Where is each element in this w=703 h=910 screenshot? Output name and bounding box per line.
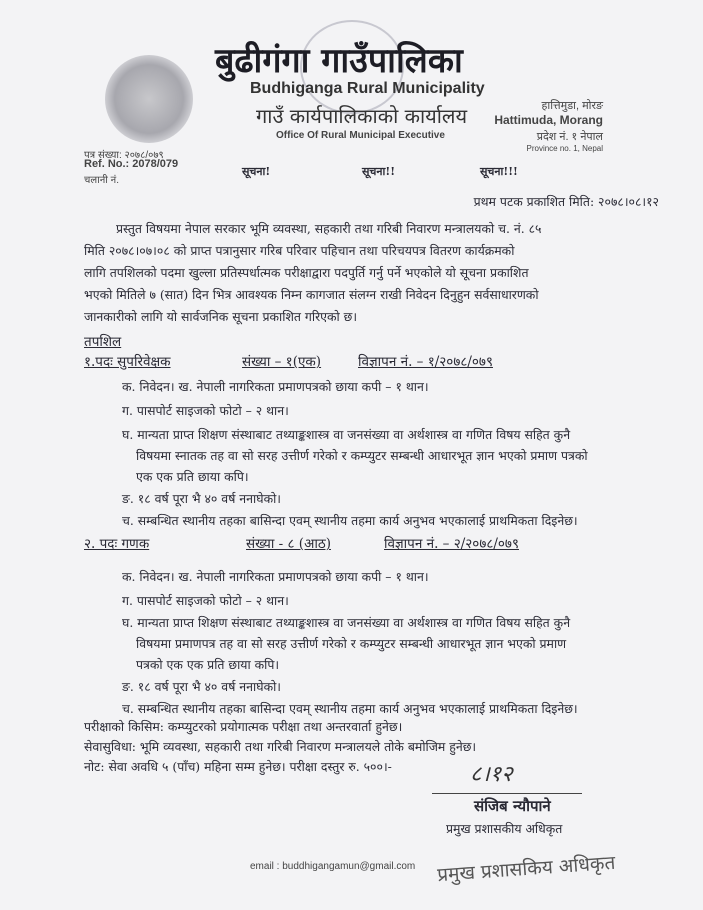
requirement-item: ग. पासपोर्ट साइजको फोटो – २ थान। xyxy=(122,403,289,418)
post-1-ad-number: विज्ञापन नं. – १/२०७८/०७९ xyxy=(358,354,493,370)
requirement-item: क. निवेदन। ख. नेपाली नागरिकता प्रमाणपत्रको छाया कपी – १ थान। xyxy=(122,379,429,394)
post-2-title: २. पदः गणक xyxy=(84,536,150,552)
dispatch-number: चलानी नं. xyxy=(84,175,119,186)
intro-line: भएको मितिले ७ (सात) दिन भित्र आवश्यक निम्न कागजात संलग्न राखी निवेदन दिनुहुन सर्वसाधारणको xyxy=(84,287,539,302)
requirement-item: च. सम्बन्धित स्थानीय तहका बासिन्दा एवम् स्थानीय तहमा कार्य अनुभव भएकालाई प्राथमिकता दिइनेछ। xyxy=(122,513,578,528)
office-name-en: Office Of Rural Municipal Executive xyxy=(276,130,445,141)
province-en: Province no. 1, Nepal xyxy=(526,144,603,153)
intro-line: प्रस्तुत विषयमा नेपाल सरकार भूमि व्यवस्था, सहकारी तथा गरिबी निवारण मन्त्रालयको च. नं. ८५ xyxy=(116,221,542,236)
ref-number: Ref. No.: 2078/079 xyxy=(84,158,179,170)
details-heading: तपशिल xyxy=(84,334,122,350)
email: email : buddhigangamun@gmail.com xyxy=(250,861,416,872)
exam-type: परीक्षाको किसिम: कम्प्युटरको प्रयोगात्मक परीक्षा तथा अन्तरवार्ता हुनेछ। xyxy=(84,719,403,734)
requirement-item: एक एक प्रति छाया कपि। xyxy=(136,469,249,484)
signature: ८।१२ xyxy=(470,762,513,787)
intro-line: लागि तपशिलको पदमा खुल्ला प्रतिस्पर्धात्मक परीक्षाद्वारा पदपुर्ति गर्नु पर्ने भएकोले यो सूचना प्रकाशित xyxy=(84,265,529,280)
nepal-emblem-logo xyxy=(105,55,193,143)
office-name: गाउँ कार्यपालिकाको कार्यालय xyxy=(256,104,468,128)
address-en: Hattimuda, Morang xyxy=(494,113,603,127)
notice-label: सूचना! xyxy=(242,165,271,178)
province-np: प्रदेश नं. १ नेपाल xyxy=(536,131,603,143)
intro-line: मिति २०७८।०७।०८ को प्राप्त पत्रानुसार गरिब परिवार पहिचान तथा परिचयपत्र वितरण कार्यक्रमको xyxy=(84,243,515,258)
signatory-name: संजिब न्यौपाने xyxy=(474,797,551,815)
requirement-item: विषयमा स्नातक तह वा सो सरह उत्तीर्ण गरेको र कम्प्युटर सम्बन्धी आधारभूत ज्ञान भएको प्रमाण पत्रको xyxy=(136,448,588,463)
intro-line: जानकारीको लागि यो सार्वजनिक सूचना प्रकाशित गरिएको छ। xyxy=(84,309,358,324)
post-2-ad-number: विज्ञापन नं. – २/२०७८/०७९ xyxy=(384,536,519,552)
post-1-count: संख्या – १(एक) xyxy=(242,354,322,370)
signature-line xyxy=(432,793,582,794)
address-np: हात्तिमुडा, मोरङ xyxy=(541,100,603,112)
municipality-title-en: Budhiganga Rural Municipality xyxy=(250,80,485,97)
requirement-item: च. सम्बन्धित स्थानीय तहका बासिन्दा एवम् स्थानीय तहमा कार्य अनुभव भएकालाई प्राथमिकता दिइनेछ। xyxy=(122,701,578,716)
requirement-item: घ. मान्यता प्राप्त शिक्षण संस्थाबाट तथ्याङ्कशास्त्र वा जनसंख्या वा अर्थशास्त्र वा गणित विषय सहित कुनै xyxy=(122,427,571,442)
published-date: प्रथम पटक प्रकाशित मिति: २०७८।०८।१२ xyxy=(473,194,659,209)
post-2-count: संख्या - ८ (आठ) xyxy=(246,536,331,552)
note: नोट: सेवा अवधि ५ (पाँच) महिना सम्म हुनेछ। परीक्षा दस्तुर रु. ५००।- xyxy=(84,759,392,774)
municipality-title: बुढीगंगा गाउँपालिका xyxy=(215,41,463,81)
requirement-item: ङ. १८ वर्ष पूरा भै ४० वर्ष ननाघेको। xyxy=(122,679,282,694)
signatory-designation: प्रमुख प्रशासकीय अधिकृत xyxy=(446,821,563,836)
requirement-item: क. निवेदन। ख. नेपाली नागरिकता प्रमाणपत्रको छाया कपी – १ थान। xyxy=(122,569,429,584)
letter-number: पत्र संख्या: २०७८/०७९ xyxy=(84,150,164,161)
notice-label: सूचना!! xyxy=(362,165,396,178)
designation-stamp: प्रमुख प्रशासकिय अधिकृत xyxy=(436,851,616,887)
notice-label: सूचना!!! xyxy=(480,165,518,178)
requirement-item: ङ. १८ वर्ष पूरा भै ४० वर्ष ननाघेको। xyxy=(122,491,282,506)
requirement-item: ग. पासपोर्ट साइजको फोटो – २ थान। xyxy=(122,593,289,608)
requirement-item: पत्रको एक एक प्रति छाया कपि। xyxy=(136,657,280,672)
requirement-item: विषयमा प्रमाणपत्र तह वा सो सरह उत्तीर्ण गरेको र कम्प्युटर सम्बन्धी आधारभूत ज्ञान भएको प्रमाण xyxy=(136,636,567,651)
requirement-item: घ. मान्यता प्राप्त शिक्षण संस्थाबाट तथ्याङ्कशास्त्र वा जनसंख्या वा अर्थशास्त्र वा गणित विषय सहित कुनै xyxy=(122,615,571,630)
post-1-title: १.पदः सुपरिवेक्षक xyxy=(84,354,171,370)
facilities: सेवासुविधा: भूमि व्यवस्था, सहकारी तथा गरिबी निवारण मन्त्रालयले तोके बमोजिम हुनेछ। xyxy=(84,739,477,754)
